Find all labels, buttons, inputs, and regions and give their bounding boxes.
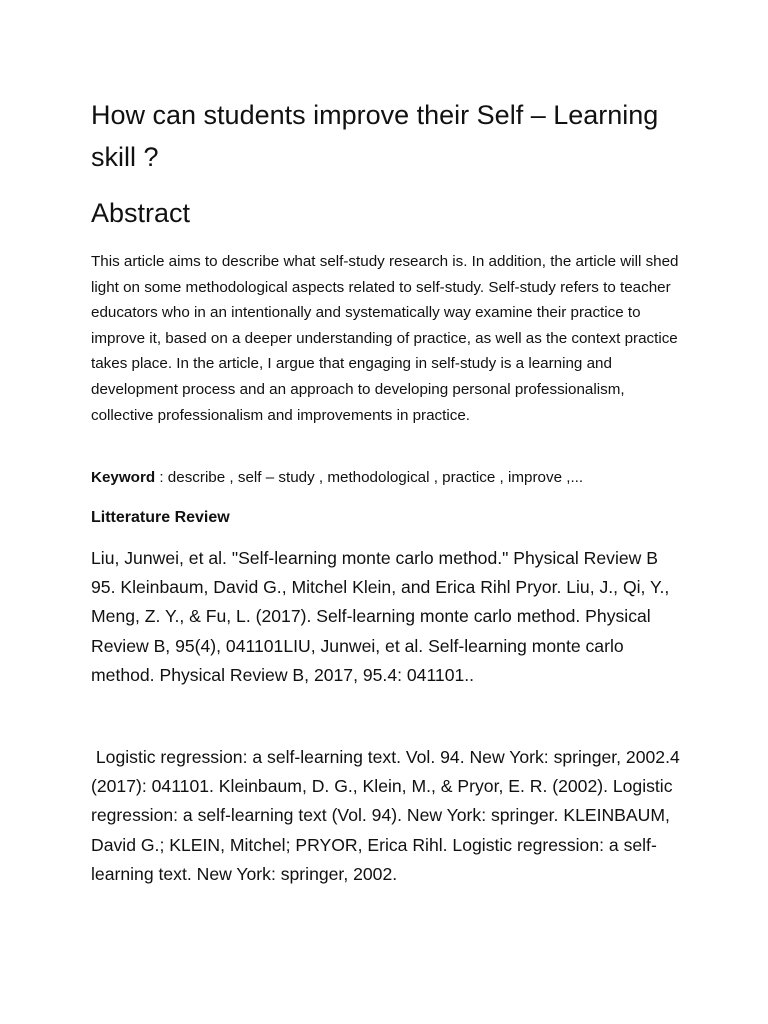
keyword-list: : describe , self – study , methodological , practice , improve ,... bbox=[155, 469, 584, 486]
abstract-body: This article aims to describe what self-study research is. In addition, the article will shed light on some methodological aspects related to self-study. Self-study refers to teacher educators who in an intentionally and systematically way examine their practice to improve it, based on a deeper understanding of practice, as well as the context practice takes place. In the article, I argue that engaging in self-study is a learning and development process and an approach to developing personal professionalism, collective professionalism and improvements in practice. bbox=[91, 253, 679, 424]
reference-paragraph-1: Liu, Junwei, et al. "Self-learning monte carlo method." Physical Review B 95. Kleinbaum, David G., Mitchel Klein, and Erica Rihl Pryor. Liu, J., Qi, Y., Meng, Z. Y., & Fu, L. (2017). Self-learning monte carlo method. Physical Review B, 95(4), 041101LIU, Junwei, et al. Self-learning monte carlo method. Physical Review B, 2017, 95.4: 041101.. bbox=[91, 548, 670, 685]
document-title: How can students improve their Self – Learning skill ? bbox=[91, 100, 659, 172]
keyword-label: Keyword bbox=[91, 469, 156, 486]
reference-paragraph-2: Logistic regression: a self-learning text. Vol. 94. New York: springer, 2002.4 (2017): 041101. Kleinbaum, D. G., Klein, M., & Pryor, E. R. (2002). Logistic regression: a self-learning text (Vol. 94). New York: springer. KLEINBAUM, David G.; KLEIN, Mitchel; PRYOR, Erica Rihl. Logistic regression: a self-learning text. New York: springer, 2002. bbox=[91, 747, 685, 884]
abstract-heading: Abstract bbox=[91, 198, 191, 228]
keywords-line bbox=[91, 465, 683, 490]
literature-review-heading: Litterature Review bbox=[91, 509, 230, 526]
